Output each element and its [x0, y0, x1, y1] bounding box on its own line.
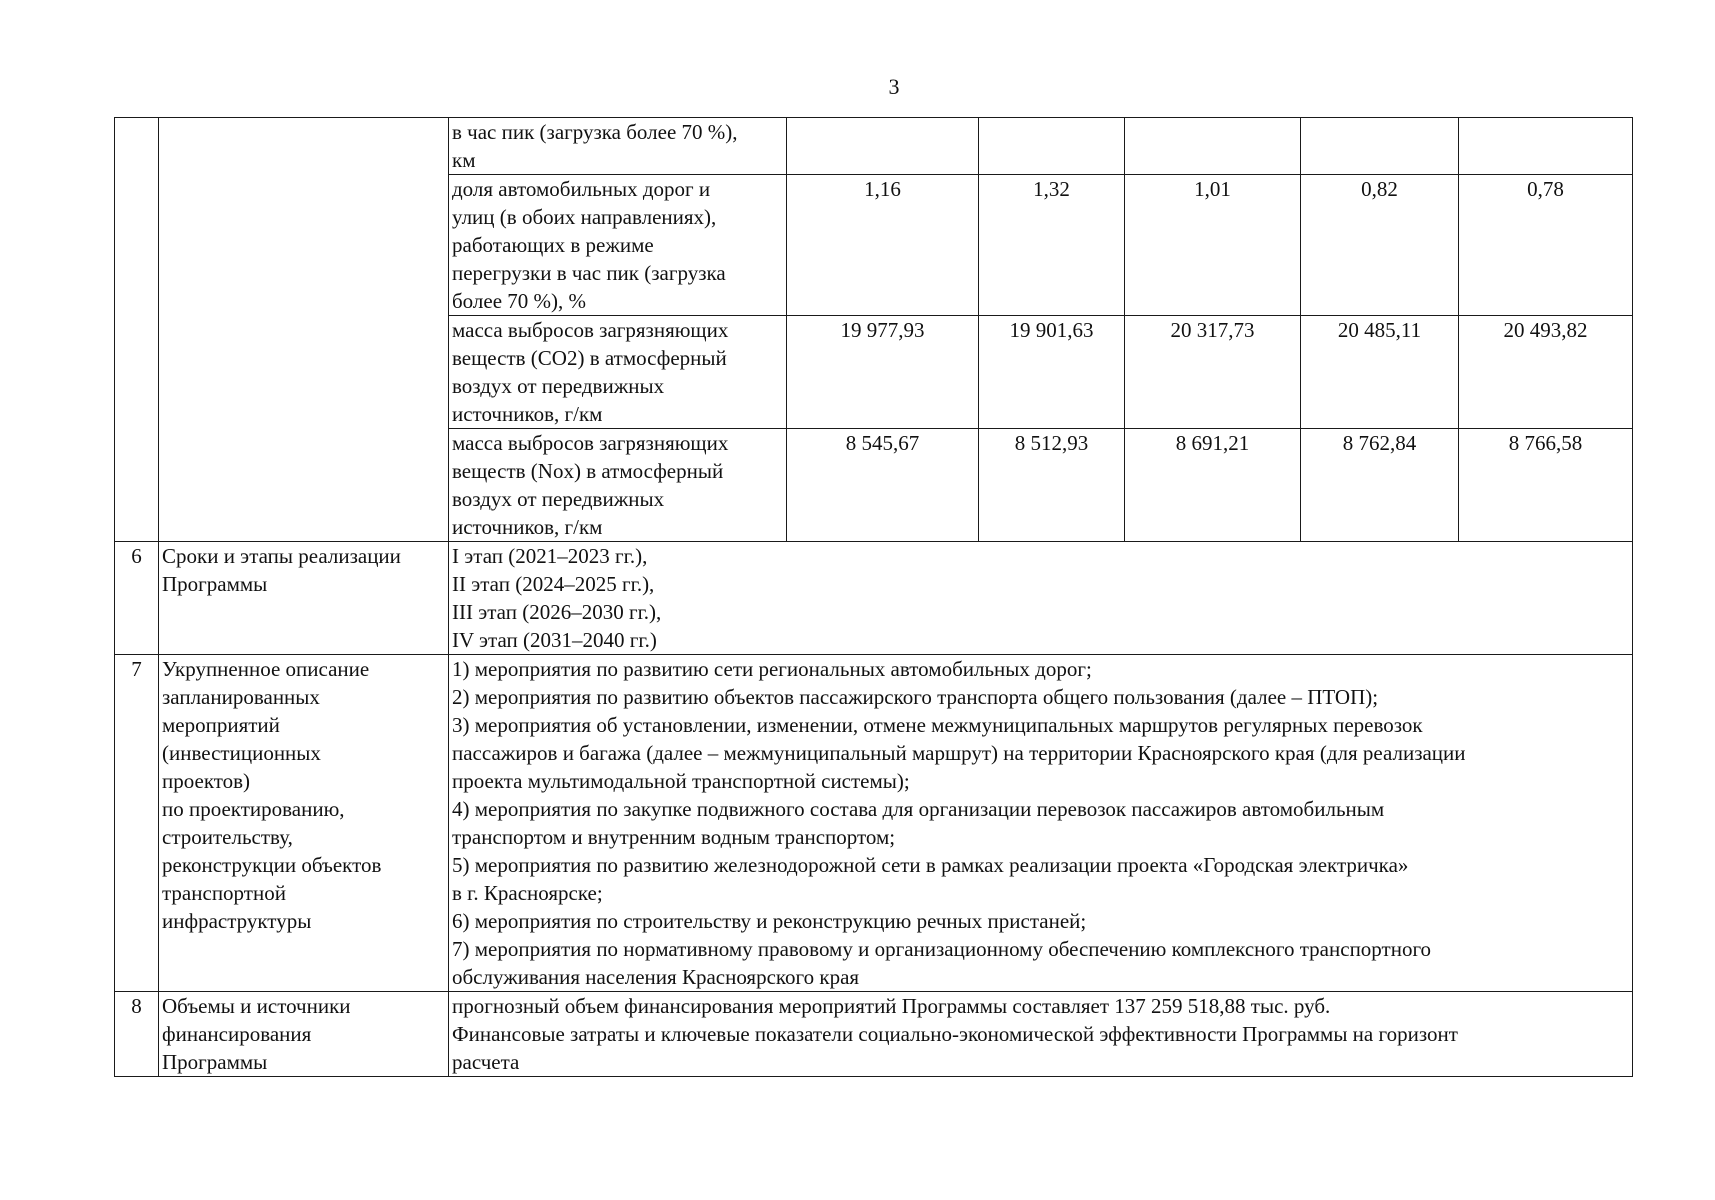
section-row-6 — [115, 542, 1633, 655]
section-number: 6 — [115, 542, 159, 655]
indicator-label: доля автомобильных дорог и улиц (в обоих направлениях), работающих в режиме перегрузки в час пик (загрузка более 70 %), % — [449, 175, 787, 316]
indicator-value: 8 762,84 — [1301, 429, 1459, 542]
indicator-value: 20 317,73 — [1125, 316, 1301, 429]
indicator-value — [1459, 118, 1633, 175]
indicator-row — [115, 118, 1633, 175]
indicator-value: 8 545,67 — [787, 429, 979, 542]
section-number: 7 — [115, 655, 159, 992]
section-content: прогнозный объем финансирования мероприятий Программы составляет 137 259 518,88 тыс. руб. Финансовые затраты и ключевые показатели социально-экономической эффективности Программы на горизонт расчета — [449, 992, 1633, 1077]
indicator-value: 19 977,93 — [787, 316, 979, 429]
section-number: 8 — [115, 992, 159, 1077]
indicator-value: 19 901,63 — [979, 316, 1125, 429]
page-number: 3 — [888, 74, 900, 99]
num-cell-empty — [115, 118, 159, 542]
indicator-value: 0,82 — [1301, 175, 1459, 316]
passport-table — [114, 117, 1633, 1077]
section-row-7 — [115, 655, 1633, 992]
section-title: Объемы и источники финансирования Программы — [159, 992, 449, 1077]
indicator-label: масса выбросов загрязняющих веществ (Nox) в атмосферный воздух от передвижных источников, г/км — [449, 429, 787, 542]
indicator-value: 8 512,93 — [979, 429, 1125, 542]
section-row-8 — [115, 992, 1633, 1077]
indicator-label: в час пик (загрузка более 70 %), км — [449, 118, 787, 175]
section-content: I этап (2021–2023 гг.), II этап (2024–2025 гг.), III этап (2026–2030 гг.), IV этап (2031–2040 гг.) — [449, 542, 1633, 655]
indicator-value: 20 493,82 — [1459, 316, 1633, 429]
section-title: Укрупненное описание запланированных мероприятий (инвестиционных проектов) по проектированию, строительству, реконструкции объектов транспортной инфраструктуры — [159, 655, 449, 992]
indicator-value: 1,01 — [1125, 175, 1301, 316]
indicator-value: 8 766,58 — [1459, 429, 1633, 542]
indicator-value: 0,78 — [1459, 175, 1633, 316]
section-title: Сроки и этапы реализации Программы — [159, 542, 449, 655]
indicator-value: 1,32 — [979, 175, 1125, 316]
indicator-label: масса выбросов загрязняющих веществ (СО2) в атмосферный воздух от передвижных источников, г/км — [449, 316, 787, 429]
title-cell-empty — [159, 118, 449, 542]
indicator-value: 1,16 — [787, 175, 979, 316]
section-content: 1) мероприятия по развитию сети региональных автомобильных дорог; 2) мероприятия по развитию объектов пассажирского транспорта общего пользования (далее – ПТОП); 3) мероприятия об установлении, изменении, отмене межмуниципальных маршрутов регулярных перевозок пассажиров и багажа (далее – межмуниципальный маршрут) на территории Красноярского края (для реализации проекта мультимодальной транспортной системы); 4) мероприятия по закупке подвижного состава для организации перевозок пассажиров автомобильным транспортом и внутренним водным транспортом; 5) мероприятия по развитию железнодорожной сети в рамках реализации проекта «Городская электричка» в г. Красноярске; 6) мероприятия по строительству и реконструкцию речных пристаней; 7) мероприятия по нормативному правовому и организационному обеспечению комплексного транспортного обслуживания населения Красноярского края — [449, 655, 1633, 992]
indicator-value: 20 485,11 — [1301, 316, 1459, 429]
indicator-value — [1301, 118, 1459, 175]
indicator-value — [787, 118, 979, 175]
indicator-value — [1125, 118, 1301, 175]
indicator-value: 8 691,21 — [1125, 429, 1301, 542]
indicator-value — [979, 118, 1125, 175]
